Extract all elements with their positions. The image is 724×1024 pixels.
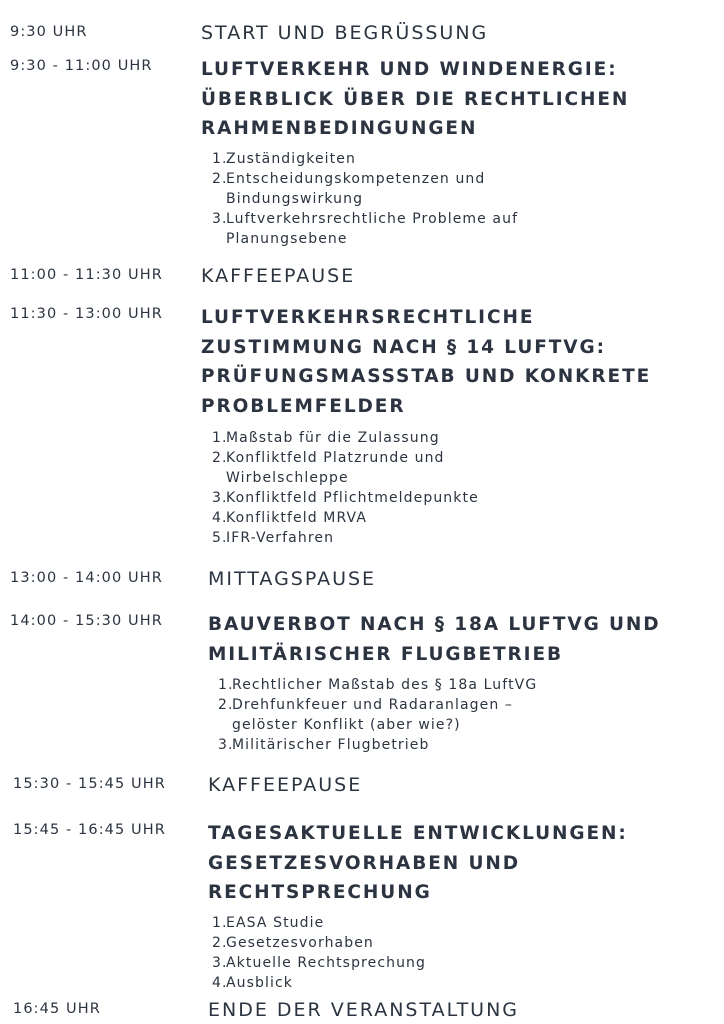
session-title: KAFFEEPAUSE [201, 265, 356, 287]
list-item: 5. IFR-Verfahren [212, 530, 335, 546]
list-item: 3. Konfliktfeld Pflichtmeldepunkte [212, 490, 479, 506]
session-title-line: RECHTSPRECHUNG [208, 882, 432, 903]
list-item: 1. EASA Studie [212, 915, 325, 931]
list-item: 3. Luftverkehrsrechtliche Probleme auf Planungsebene [212, 211, 519, 247]
time-label: 9:30 - 11:00 UHR [10, 58, 153, 74]
session-title-line: ÜBERBLICK ÜBER DIE RECHTLICHEN [201, 88, 630, 110]
session-title [201, 55, 629, 144]
session-title: KAFFEEPAUSE [208, 774, 363, 796]
list-item: 1. Zuständigkeiten [212, 151, 356, 167]
topic-list [212, 149, 518, 249]
list-item: 3. Aktuelle Rechtsprechung [212, 955, 427, 971]
list-item: 2. Gesetzesvorhaben [212, 935, 374, 951]
list-item: 2. Drehfunkfeuer und Radaranlagen – gelöster Konflikt (aber wie?) [218, 697, 513, 733]
time-label: 11:30 - 13:00 UHR [10, 306, 163, 322]
list-item: 3. Militärischer Flugbetrieb [218, 737, 430, 753]
session-title-line: PROBLEMFELDER [201, 395, 406, 417]
list-item: 4. Ausblick [212, 975, 294, 991]
time-label: 9:30 UHR [10, 24, 88, 40]
session-title-line: BAUVERBOT NACH § 18A LUFTVG UND [208, 614, 661, 635]
time-label: 16:45 UHR [13, 1001, 101, 1017]
topic-list [212, 913, 426, 993]
session-title-line: RAHMENBEDINGUNGEN [201, 118, 478, 139]
session-title-line: ZUSTIMMUNG NACH § 14 LUFTVG: [201, 336, 606, 358]
topic-list [218, 675, 537, 755]
session-title-line: PRÜFUNGSMASSSTAB UND KONKRETE [201, 366, 652, 387]
session-title-line: GESETZESVORHABEN UND [208, 852, 521, 874]
session-title [208, 610, 661, 669]
time-label: 14:00 - 15:30 UHR [10, 613, 163, 629]
session-title: MITTAGSPAUSE [208, 568, 377, 590]
list-item: 1. Maßstab für die Zulassung [212, 430, 440, 446]
session-title [201, 303, 651, 421]
session-title-line: MILITÄRISCHER FLUGBETRIEB [208, 643, 563, 665]
topic-list [212, 428, 479, 548]
session-title-line: LUFTVERKEHRSRECHTLICHE [201, 307, 535, 328]
session-title: ENDE DER VERANSTALTUNG [208, 999, 520, 1021]
list-item: 1. Rechtlicher Maßstab des § 18a LuftVG [218, 677, 538, 693]
list-item: 4. Konfliktfeld MRVA [212, 510, 367, 526]
session-title-line: LUFTVERKEHR UND WINDENERGIE: [201, 59, 618, 80]
time-label: 15:45 - 16:45 UHR [13, 822, 166, 838]
time-label: 13:00 - 14:00 UHR [10, 570, 163, 586]
list-item: 2. Konfliktfeld Platzrunde und Wirbelschleppe [212, 450, 445, 486]
time-label: 11:00 - 11:30 UHR [10, 267, 163, 283]
session-title: START UND BEGRÜSSUNG [201, 22, 489, 44]
session-title-line: TAGESAKTUELLE ENTWICKLUNGEN: [208, 823, 628, 844]
list-item: 2. Entscheidungskompetenzen und Bindungswirkung [212, 171, 486, 207]
session-title [208, 819, 628, 908]
time-label: 15:30 - 15:45 UHR [13, 776, 166, 792]
